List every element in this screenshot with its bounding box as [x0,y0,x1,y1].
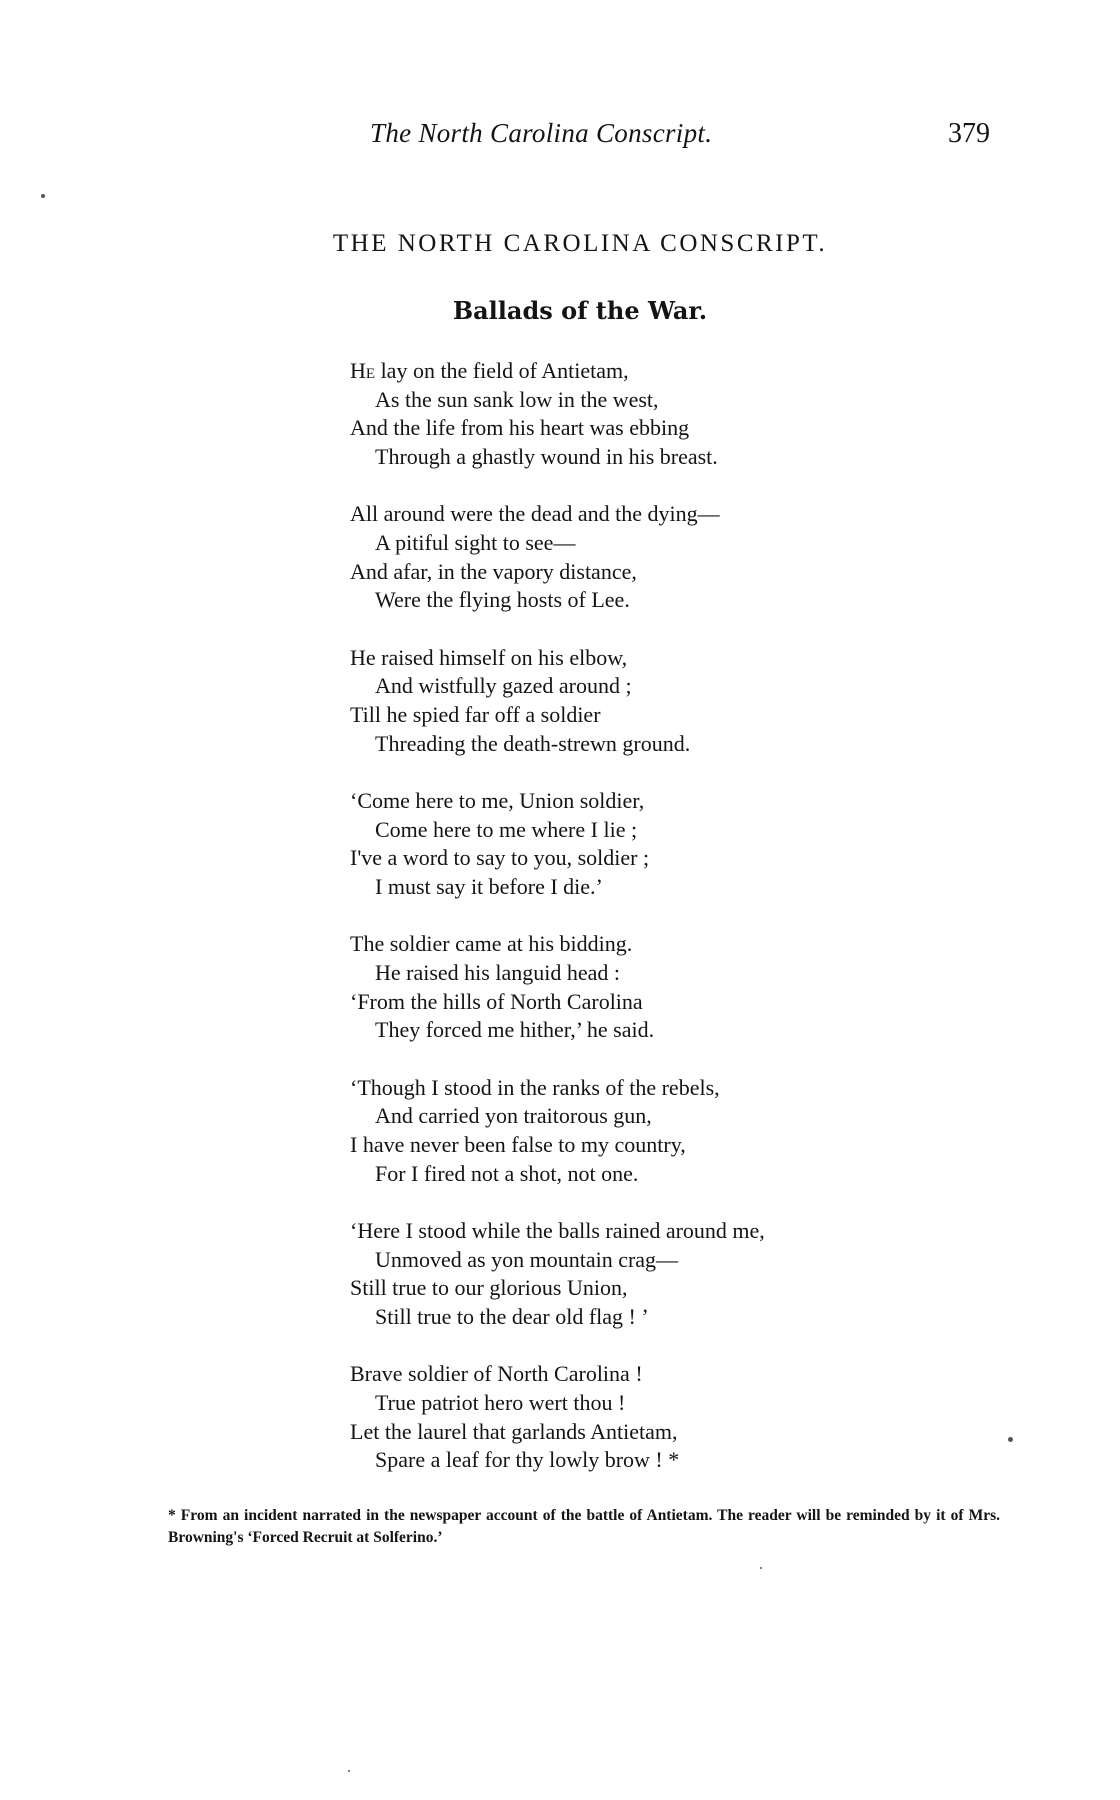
poem-line: ‘Here I stood while the balls rained around me, [350,1217,765,1243]
scan-speck [760,1567,762,1569]
poem-line: Still true to our glorious Union, [350,1275,628,1301]
poem-line: The soldier came at his bidding. [350,931,633,957]
poem-line: As the sun sank low in the west, [375,386,659,412]
poem-line: And wistfully gazed around ; [375,673,632,699]
poem-line: For I fired not a shot, not one. [375,1160,639,1186]
poem-line: They forced me hither,’ he said. [375,1017,655,1043]
poem-line: Till he spied far off a soldier [350,702,601,728]
poem-line: Still true to the dear old flag ! ’ [375,1303,649,1329]
poem-line: He raised his languid head : [375,959,620,985]
poem-line: And the life from his heart was ebbing [350,415,690,441]
running-head [370,118,990,158]
poem-body [350,357,990,1504]
poem-line: Unmoved as yon mountain crag— [375,1246,679,1272]
poem-line: I must say it before I die.’ [375,874,603,900]
stanza [350,1217,990,1332]
stanza [350,1074,990,1189]
poem-line: A pitiful sight to see— [375,530,576,556]
stanza [350,500,990,615]
poem-line: Were the flying hosts of Lee. [375,587,630,613]
poem-line: All around were the dead and the dying— [350,501,720,527]
poem-line: ‘Though I stood in the ranks of the rebels, [350,1074,720,1100]
poem-subtitle: Ballads of the War. [452,296,708,325]
line-text: lay on the field of Antietam, [375,358,629,383]
page-number: 379 [948,118,990,149]
poem-line: Let the laurel that garlands Antietam, [350,1418,678,1444]
poem-title: THE NORTH CAROLINA CONSCRIPT. [332,230,828,257]
running-title: The North Carolina Conscript. [370,118,713,148]
poem-line: Through a ghastly wound in his breast. [375,444,718,470]
poem-line: True patriot hero wert thou ! [375,1389,626,1415]
poem-line: I've a word to say to you, soldier ; [350,845,650,871]
poem-line: Spare a leaf for thy lowly brow ! * [375,1447,680,1473]
stanza [350,1360,990,1475]
drop-word: He [350,358,376,383]
stanza [350,644,990,759]
stanza [350,930,990,1045]
poem-line: Come here to me where I lie ; [375,816,638,842]
poem-line [350,357,990,386]
scan-speck [1008,1437,1013,1442]
footnote: * From an incident narrated in the newspaper account of the battle of Antietam. The reader will be reminded by it of Mrs. Browning's ‘Forced Recruit at Solferino.’ [168,1507,1000,1546]
stanza [350,787,990,902]
poem-line: ‘Come here to me, Union soldier, [350,787,645,813]
poem-line: ‘From the hills of North Carolina [350,988,643,1014]
poem-line: And afar, in the vapory distance, [350,558,637,584]
scan-speck [348,1770,350,1772]
poem-line: Brave soldier of North Carolina ! [350,1361,643,1387]
poem-line: I have never been false to my country, [350,1131,686,1157]
poem-line: And carried yon traitorous gun, [375,1103,652,1129]
poem-line: Threading the death-strewn ground. [375,730,691,756]
stanza [350,357,990,472]
scan-speck [41,194,45,198]
poem-line: He raised himself on his elbow, [350,644,628,670]
